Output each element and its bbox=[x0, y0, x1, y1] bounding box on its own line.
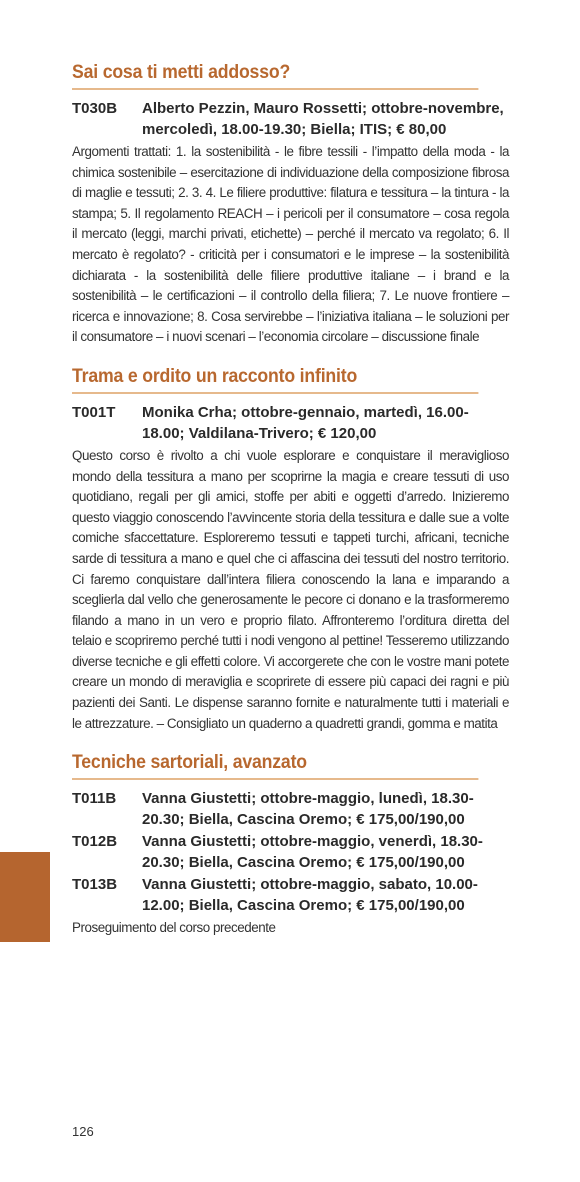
course-entry bbox=[72, 874, 509, 916]
course-entry bbox=[72, 788, 509, 830]
course-entry bbox=[72, 831, 509, 873]
course-info: Vanna Giustetti; ottobre-maggio, lunedì, 18.30-20.30; Biella, Cascina Oremo; € 175,00/190,00 bbox=[142, 790, 474, 829]
chapter-tab bbox=[0, 852, 50, 942]
course-code: T013B bbox=[72, 876, 118, 894]
course-description: Questo corso è rivolto a chi vuole esplorare e conquistare il meraviglioso mondo della tessitura a mano per scoprirne la magia e creare tessuti di uso quotidiano, regali per gli amici, stoffe per abiti e oggetti d’arredo. Inizieremo questo viaggio conoscendo l’avvincente storia della tessitura e dalle sue a volte comiche sfaccettature. Esploreremo tessuti e tappeti turchi, africani, tecniche sarde di tessitura a mano e quel che ci affascina dei tessuti del nostro territorio. Ci faremo conquistare dall’intera filiera conoscendo la lana e imparando a sceglierla dal vello che generosamente le pecore ci donano e la trasformeremo filando a mano in un vero e proprio filato. Affronteremo l’orditura diretta del telaio e scopriremo perché tutti i nodi vengono al pettine! Tesseremo utilizzando diverse tecniche e gli effetti colore. Vi accorgerete che con le vostre mani potete creare un mondo di meraviglia e scoprirete di essere più capaci dei ragni e più pazienti dei Santi. Le dispense saranno fornite e naturalmente tutti i materiali e le attrezzature. – Consigliato un quaderno a quadretti grandi, gomma e matita bbox=[72, 447, 509, 731]
course-description: Proseguimento del corso precedente bbox=[72, 920, 276, 936]
course-description: Argomenti trattati: 1. la sostenibilità - le fibre tessili - l’impatto della moda - la chimica sostenibile – esercitazione di individuazione della composizione fibrosa di maglie e tessuti; 2. 3. 4. Le filiere produttive: filatura e tessitura – la tintura - la stampa; 5. Il regolamento REACH – i pericoli per il consumatore – cosa regola il mercato (leggi, marchi privati, etichette) – perché il mercato va regolato; 6. Il mercato è regolato? - criticità per i consumatori e le imprese – la sostenibilità dichiarata - la sostenibilità delle filiere produttive italiane – i brand e la sostenibilità – le certificazioni – il controllo della filiera; 7. Le nuove frontiere – ricerca e innovazione; 8. Cosa servirebbe – l’iniziativa italiana – le soluzioni per il consumatore – i nuovi scenari – l’economia circolare – discussione finale bbox=[72, 144, 509, 345]
section-sai-cosa bbox=[72, 62, 509, 348]
course-info: Vanna Giustetti; ottobre-maggio, venerdì, 18.30-20.30; Biella, Cascina Oremo; € 175,00/190,00 bbox=[142, 833, 483, 872]
section-title: Sai cosa ti metti addosso? bbox=[72, 62, 478, 90]
course-code: T030B bbox=[72, 100, 118, 117]
course-code: T012B bbox=[72, 833, 118, 851]
section-trama-ordito bbox=[72, 366, 509, 734]
course-info: Alberto Pezzin, Mauro Rossetti; ottobre-novembre, mercoledì, 18.00-19.30; Biella; ITIS; € 80,00 bbox=[142, 100, 504, 138]
page-content bbox=[72, 62, 509, 957]
course-code: T011B bbox=[72, 790, 117, 808]
page-number: 126 bbox=[72, 1124, 94, 1139]
course-entry bbox=[72, 402, 509, 444]
course-entry bbox=[72, 98, 509, 140]
course-info: Vanna Giustetti; ottobre-maggio, sabato, 10.00-12.00; Biella, Cascina Oremo; € 175,00/190,00 bbox=[142, 876, 478, 915]
section-title: Trama e ordito un racconto infinito bbox=[72, 366, 478, 394]
course-code: T001T bbox=[72, 403, 116, 421]
section-title: Tecniche sartoriali, avanzato bbox=[72, 752, 478, 780]
course-info: Monika Crha; ottobre-gennaio, martedì, 16.00-18.00; Valdilana-Trivero; € 120,00 bbox=[142, 403, 469, 442]
section-tecniche-sartoriali bbox=[72, 752, 509, 939]
